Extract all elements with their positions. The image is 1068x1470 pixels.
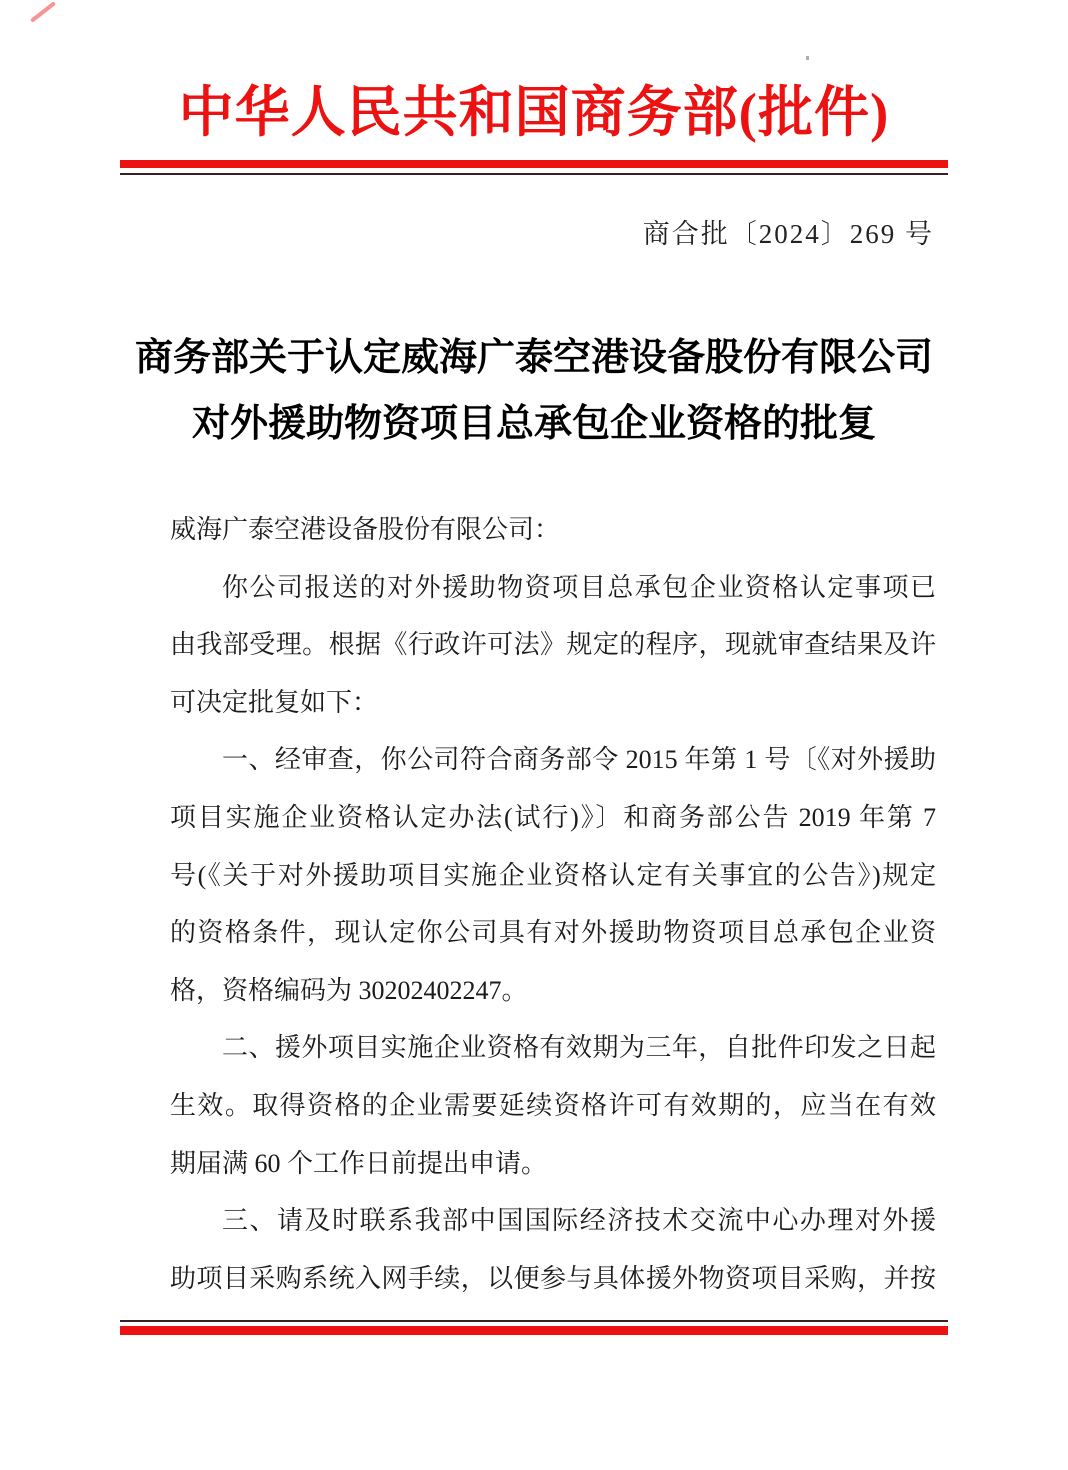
body-line: 期届满 60 个工作日前提出申请。 xyxy=(170,1148,548,1178)
document-title-line-2: 对外援助物资项目总承包企业资格的批复 xyxy=(191,403,876,445)
letterhead-rule-dark xyxy=(120,173,948,175)
body-line: 格，资格编码为 30202402247。 xyxy=(170,975,528,1005)
scan-speck xyxy=(806,56,809,60)
body-line: 威海广泰空港设备股份有限公司： xyxy=(170,515,561,544)
body-line: 你公司报送的对外援助物资项目总承包企业资格认定事项已 xyxy=(222,572,936,602)
body-line: 助项目采购系统入网手续，以便参与具体援外物资项目采购，并按 xyxy=(170,1263,936,1293)
letterhead-title: 中华人民共和国商务部(批件) xyxy=(178,82,890,143)
letterhead-rule-red xyxy=(120,160,948,168)
document-number: 商合批〔2024〕269 号 xyxy=(642,219,934,249)
body-line: 生效。取得资格的企业需要延续资格许可有效期的，应当在有效 xyxy=(170,1090,936,1120)
body-line: 可决定批复如下： xyxy=(170,687,379,717)
body xyxy=(170,501,936,1307)
body-line: 的资格条件，现认定你公司具有对外援助物资项目总承包企业资 xyxy=(170,918,936,948)
body-line: 由我部受理。根据《行政许可法》规定的程序，现就审查结果及许 xyxy=(170,630,936,660)
document-title-line-1: 商务部关于认定威海广泰空港设备股份有限公司 xyxy=(134,337,933,379)
body-line: 三、请及时联系我部中国国际经济技术交流中心办理对外援 xyxy=(222,1206,936,1236)
footer-rule-dark xyxy=(120,1320,948,1322)
body-line: 二、援外项目实施企业资格有效期为三年，自批件印发之日起 xyxy=(222,1033,936,1063)
scan-corner-mark xyxy=(30,1,56,23)
body-line: 一、经审查，你公司符合商务部令 2015 年第 1 号〔《对外援助 xyxy=(222,745,936,775)
footer-rule-red xyxy=(120,1326,948,1335)
body-line: 号(《关于对外援助项目实施企业资格认定有关事宜的公告》)规定 xyxy=(170,860,936,890)
body-line: 项目实施企业资格认定办法(试行)》〕和商务部公告 2019 年第 7 xyxy=(170,802,936,832)
